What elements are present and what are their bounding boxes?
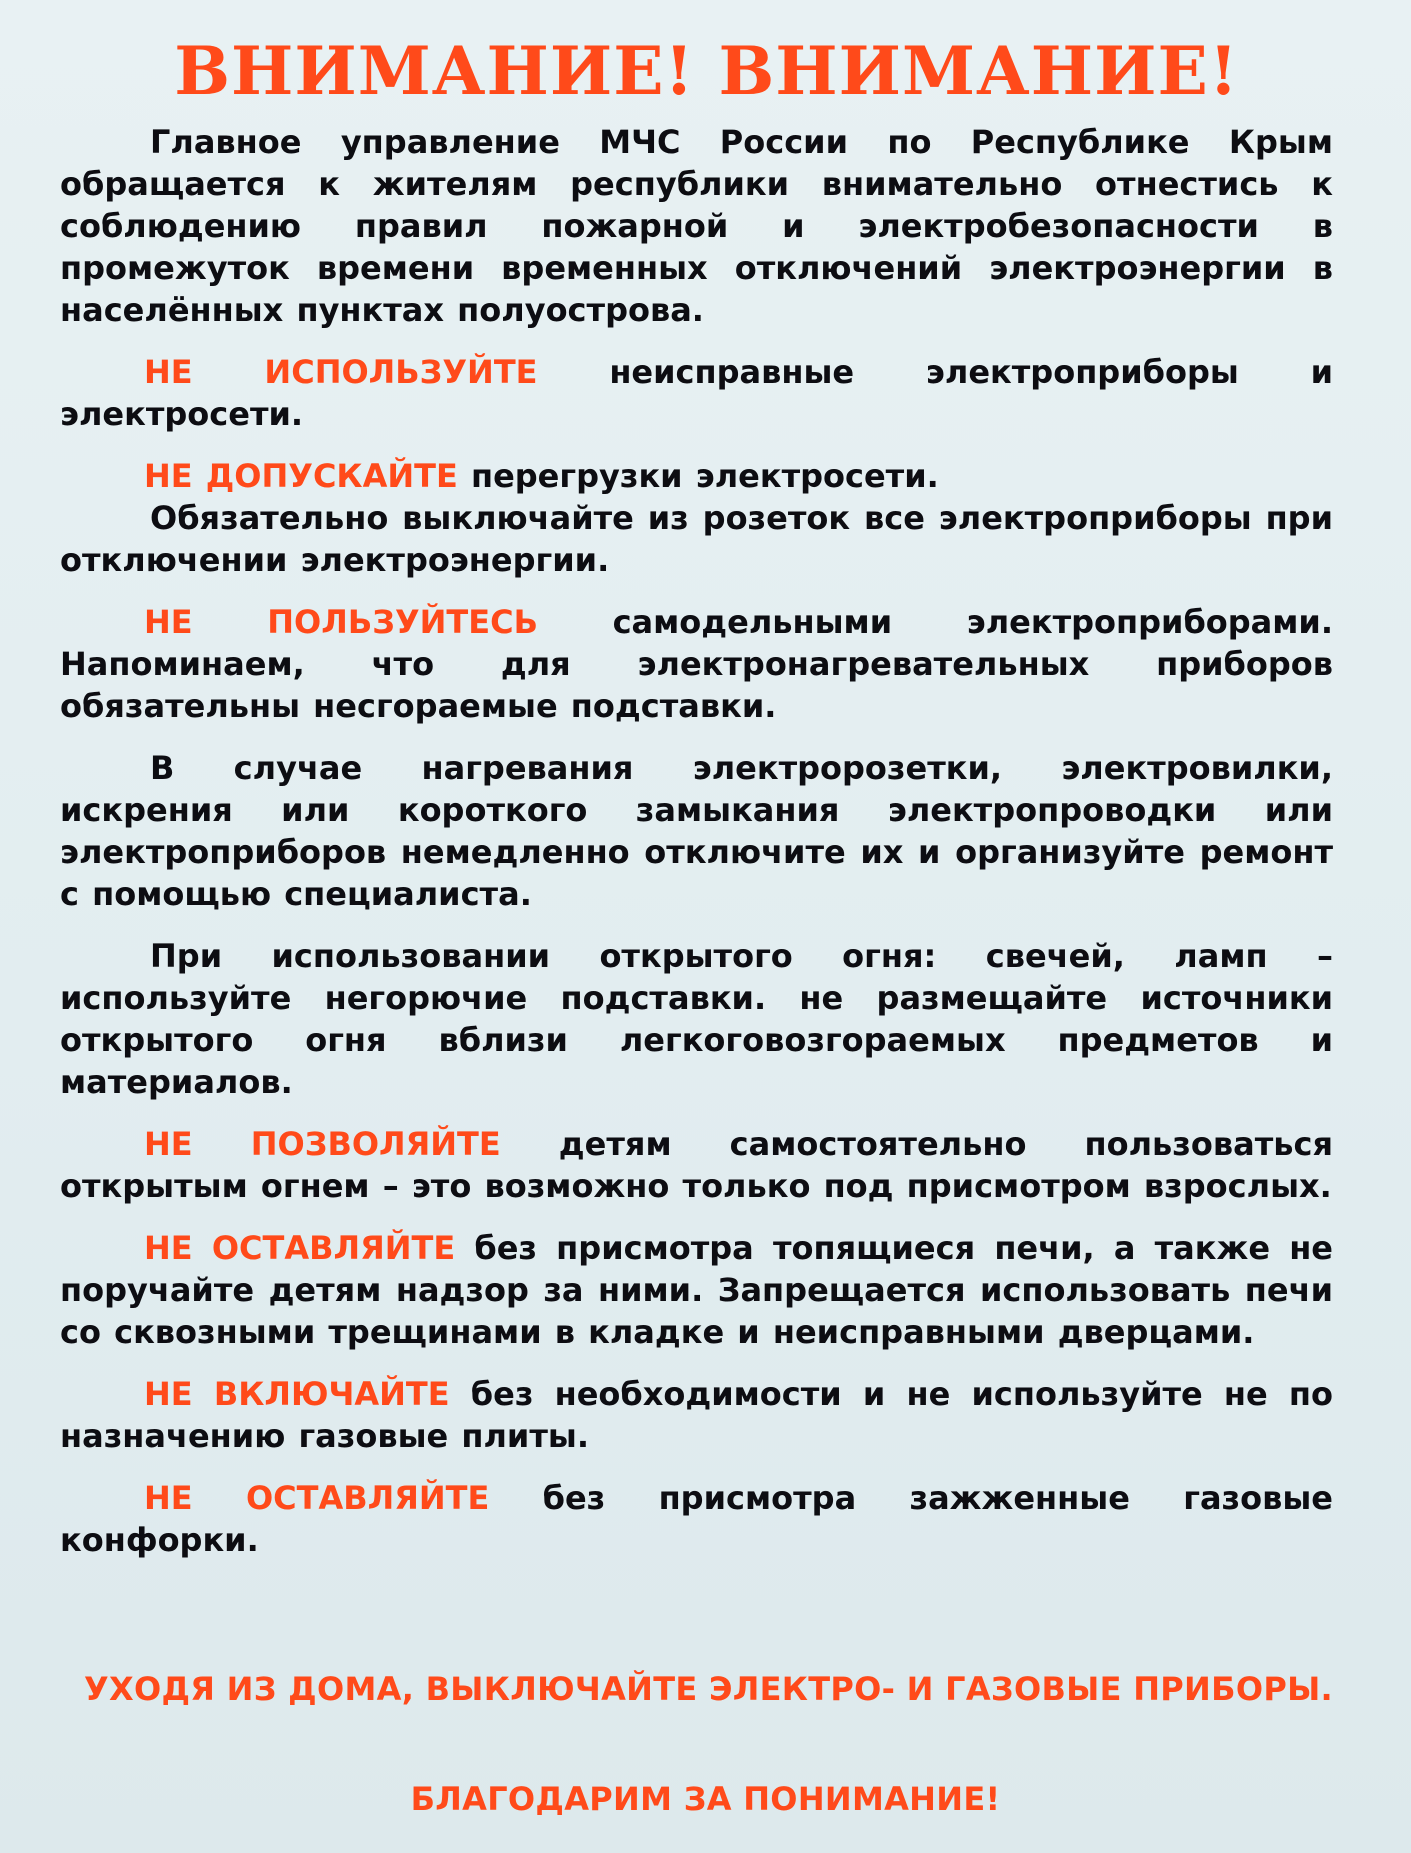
- rule-keyword: НЕ ПОЛЬЗУЙТЕСЬ: [144, 602, 538, 641]
- notice-title: ВНИМАНИЕ! ВНИМАНИЕ!: [174, 32, 1239, 110]
- intro-paragraph: Главное управление МЧС России по Республике Крым обращается к жителям республики внимательно отнестись к соблюдению правил пожарной и электробезопасности в промежуток времени временных отключений электроэнергии в населённых пунктах полуострова.: [60, 122, 1333, 329]
- unplug-paragraph: Обязательно выключайте из розеток все электроприборы при отключении электроэнергии.: [60, 498, 1333, 579]
- rule-keyword: НЕ ОСТАВЛЯЙТЕ: [144, 1478, 490, 1517]
- rule-paragraph-gas-burners: [60, 1477, 1333, 1561]
- rule-text: самодельными электроприборами. Напоминаем, что для электронагревательных приборов обязательны несгораемые подставки.: [60, 602, 1334, 725]
- sparking-paragraph: В случае нагревания электророзетки, электровилки, искрения или короткого замыкания электропроводки или электроприборов немедленно отключите их и организуйте ремонт с помощью специалиста.: [60, 748, 1333, 913]
- rule-paragraph-do-not-overload: [60, 455, 1333, 497]
- footer-thanks: БЛАГОДАРИМ ЗА ПОНИМАНИЕ!: [410, 1780, 1001, 1818]
- rule-keyword: НЕ ДОПУСКАЙТЕ: [144, 456, 458, 495]
- rule-paragraph-children: [60, 1123, 1333, 1207]
- rule-text: без присмотра топящиеся печи, а также не поручайте детям надзор за ними. Запрещается использовать печи со сквозными трещинами в кладке и неисправными дверцами.: [60, 1228, 1334, 1351]
- open-fire-paragraph: При использовании открытого огня: свечей, ламп – используйте негорючие подставки. не размещайте источники открытого огня вблизи легкоговозгораемых предметов и материалов.: [60, 936, 1333, 1101]
- rule-keyword: НЕ ПОЗВОЛЯЙТЕ: [144, 1124, 501, 1163]
- rule-text: перегрузки электросети.: [457, 456, 939, 495]
- rule-paragraph-homemade: [60, 601, 1333, 727]
- footer-warning: УХОДЯ ИЗ ДОМА, ВЫКЛЮЧАЙТЕ ЭЛЕКТРО- И ГАЗОВЫЕ ПРИБОРЫ.: [84, 1670, 1333, 1708]
- rule-paragraph-do-not-use: [60, 351, 1333, 435]
- rule-text: без присмотра зажженные газовые конфорки.: [60, 1478, 1334, 1559]
- rule-paragraph-stoves: [60, 1227, 1333, 1353]
- rule-keyword: НЕ ИСПОЛЬЗУЙТЕ: [144, 352, 538, 391]
- rule-text: детям самостоятельно пользоваться открытым огнем – это возможно только под присмотром взрослых.: [60, 1124, 1333, 1205]
- rule-text: без необходимости и не используйте не по назначению газовые плиты.: [60, 1374, 1334, 1455]
- rule-keyword: НЕ ВКЛЮЧАЙТЕ: [144, 1374, 450, 1413]
- rule-text: неисправные электроприборы и электросети.: [60, 352, 1334, 433]
- rule-paragraph-gas-stoves: [60, 1373, 1333, 1457]
- rule-keyword: НЕ ОСТАВЛЯЙТЕ: [144, 1228, 456, 1267]
